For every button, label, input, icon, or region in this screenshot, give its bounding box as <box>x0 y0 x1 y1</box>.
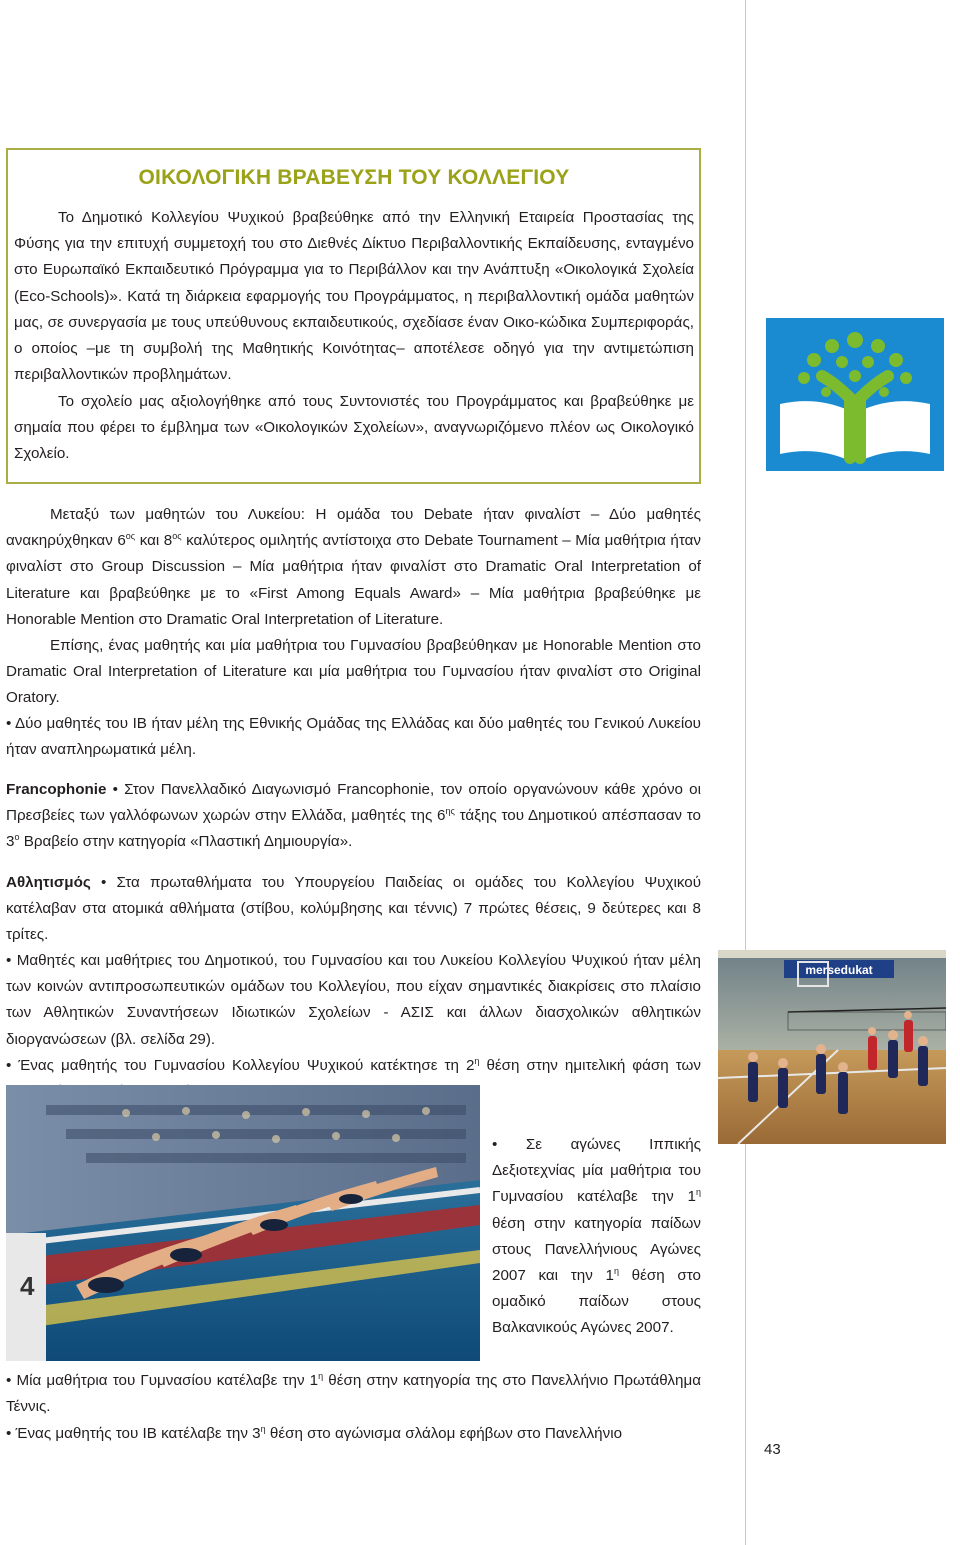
debate-paragraph-2: Επίσης, ένας μαθητής και μία μαθήτρια του Γυμνασίου βραβεύθηκαν με Honorable Mention στο Dramatic Oral Interpretation of Literature και μία μαθήτρια του Γυμνασίου ήταν φιναλίστ στο Original Oratory. <box>6 637 701 707</box>
sports-bullet-equestrian: • Σε αγώνες Ιππικής Δεξιοτεχνίας μία μαθήτρια του Γυμνασίου κατέλαβε την $1^\eta$ θέση στην κατηγορία παίδων στους Πανελλήνιους Αγώνες 2007 και την $1^\eta$ θέση στο ομαδικό παίδων στους Βαλκανικούς Αγώνες 2007. <box>492 1136 701 1337</box>
lane-number: 4 <box>20 1271 35 1301</box>
eco-schools-logo <box>766 318 944 471</box>
sports-bullet-tennis: • Μία μαθήτρια του Γυμνασίου κατέλαβε την $1^\eta$ θέση στην κατηγορία της στο Πανελλήνιο Πρωτάθλημα Τέννις. <box>6 1371 701 1416</box>
volleyball-game-icon <box>718 950 946 1144</box>
volleyball-photo <box>718 950 946 1144</box>
eco-paragraph-2: Το σχολείο μας αξιολογήθηκε από τους Συντονιστές του Προγράμματος και βραβεύθηκε με σημαία που φέρει το έμβλημα των «Οικολογικών Σχολείων», αναγνωριζόμενο πλέον ως Οικολογικό Σχολείο. <box>14 393 694 463</box>
section-heading: ΟΙΚΟΛΟΓΙΚΗ ΒΡΑΒΕΥΣΗ ΤΟΥ ΚΟΛΛΕΓΙΟΥ <box>138 166 570 189</box>
francophonie-paragraph: Francophonie • Στον Πανελλαδικό Διαγωνισμό Francophonie, τον οποίο οργανώνουν κάθε χρόνο οι Πρεσβείες των γαλλόφωνων χωρών στην Ελλάδα, μαθητές της $6^{\eta\varsigma}$ τάξης του Δημοτικού απέσπασαν το $3^o$ Βραβείο στην κατηγορία «Πλαστική Δημιουργία». <box>6 781 701 851</box>
eco-paragraph-1: Το Δημοτικό Κολλεγίου Ψυχικού βραβεύθηκε από την Ελληνική Εταιρεία Προστασίας της Φύσης για την επιτυχή συμμετοχή του στο Διεθνές Δίκτυο Περιβαλλοντικής Εκπαίδευσης, ενταγμένο στο Ευρωπαϊκό Εκπαιδευτικό Πρόγραμμα για το Περιβάλλον και την Ανάπτυξη «Οικολογικά Σχολεία (Eco-Schools)». Κατά τη διάρκεια εφαρμογής του Προγράμματος, η περιβαλλοντική ομάδα μαθητών μας, σε συνεργασία με τους υπεύθυνους εκπαιδευτικούς, σχεδίασε έναν Οικο-κώδικα Συμπεριφοράς, ο οποίος –με τη συμβολή της Μαθητικής Κοινότητας– αποτέλεσε οδηγό για την αντιμετώπιση περιβαλλοντικών προβλημάτων. <box>14 209 694 384</box>
sports-bullet-swimming-line: • Ένας μαθητής του Γυμνασίου Κολλεγίου Ψυχικού κατέκτησε τη $2^\eta$ θέση στην ημιτελική φάση των <box>6 1056 701 1074</box>
sports-bullet-slalom: • Ένας μαθητής του IB κατέλαβε την $3^\eta$ θέση στο αγώνισμα σλάλομ εφήβων στο Πανελλήνιο <box>6 1424 623 1442</box>
margin-rule <box>745 0 746 1545</box>
banner-text: mersedukat <box>805 963 873 977</box>
debate-paragraph-1: Μεταξύ των μαθητών του Λυκείου: Η ομάδα του Debate ήταν φιναλίστ – Δύο μαθητές ανακηρύχθηκαν $6^{o\varsigma}$ και $8^{o\varsigma}$ καλύτερος ομιλητής αντίστοιχα στο Debate Tournament – Μία μαθήτρια ήταν φιναλίστ στο Group Discussion – Μία μαθήτρια ήταν φιναλίστ στο Dramatic Oral Interpretation of Literature και βραβεύθηκε με το «First Among Equals Award» – Μία μαθήτρια βραβεύθηκε με Honorable Mention στο Dramatic Oral Interpretation of Literature. <box>6 506 702 628</box>
page-number: 43 <box>764 1441 781 1458</box>
swimmers-diving-icon <box>6 1085 480 1361</box>
debate-paragraph-3: • Δύο μαθητές του IB ήταν μέλη της Εθνικής Ομάδας της Ελλάδας και δύο μαθητές του Γενικού Λυκείου ήταν αναπληρωματικά μέλη. <box>6 715 701 759</box>
swimming-photo <box>6 1085 480 1361</box>
sports-paragraph: Αθλητισμός • Στα πρωταθλήματα του Υπουργείου Παιδείας οι ομάδες του Κολλεγίου Ψυχικού κατέλαβαν στα ατομικά αθλήματα (στίβου, κολύμβησης και τέννις) 7 πρώτες θέσεις, 9 δεύτερες και 8 τρίτες. <box>6 874 701 944</box>
eco-schools-emblem-icon <box>766 318 944 471</box>
sports-bullet-asis: • Μαθητές και μαθήτριες του Δημοτικού, του Γυμνασίου και του Λυκείου Κολλεγίου Ψυχικού ήταν μέλη των κοινών αντιπροσωπευτικών ομάδων του Κολλεγίου, που είχαν σημαντικές διακρίσεις στο πλαίσιο των Αθλητικών Συναντήσεων Ιδιωτικών Σχολείων - ΑΣΙΣ και άλλων διασχολικών αθλητικών διοργανώσεων (βλ. σελίδα 29). <box>6 952 701 1048</box>
